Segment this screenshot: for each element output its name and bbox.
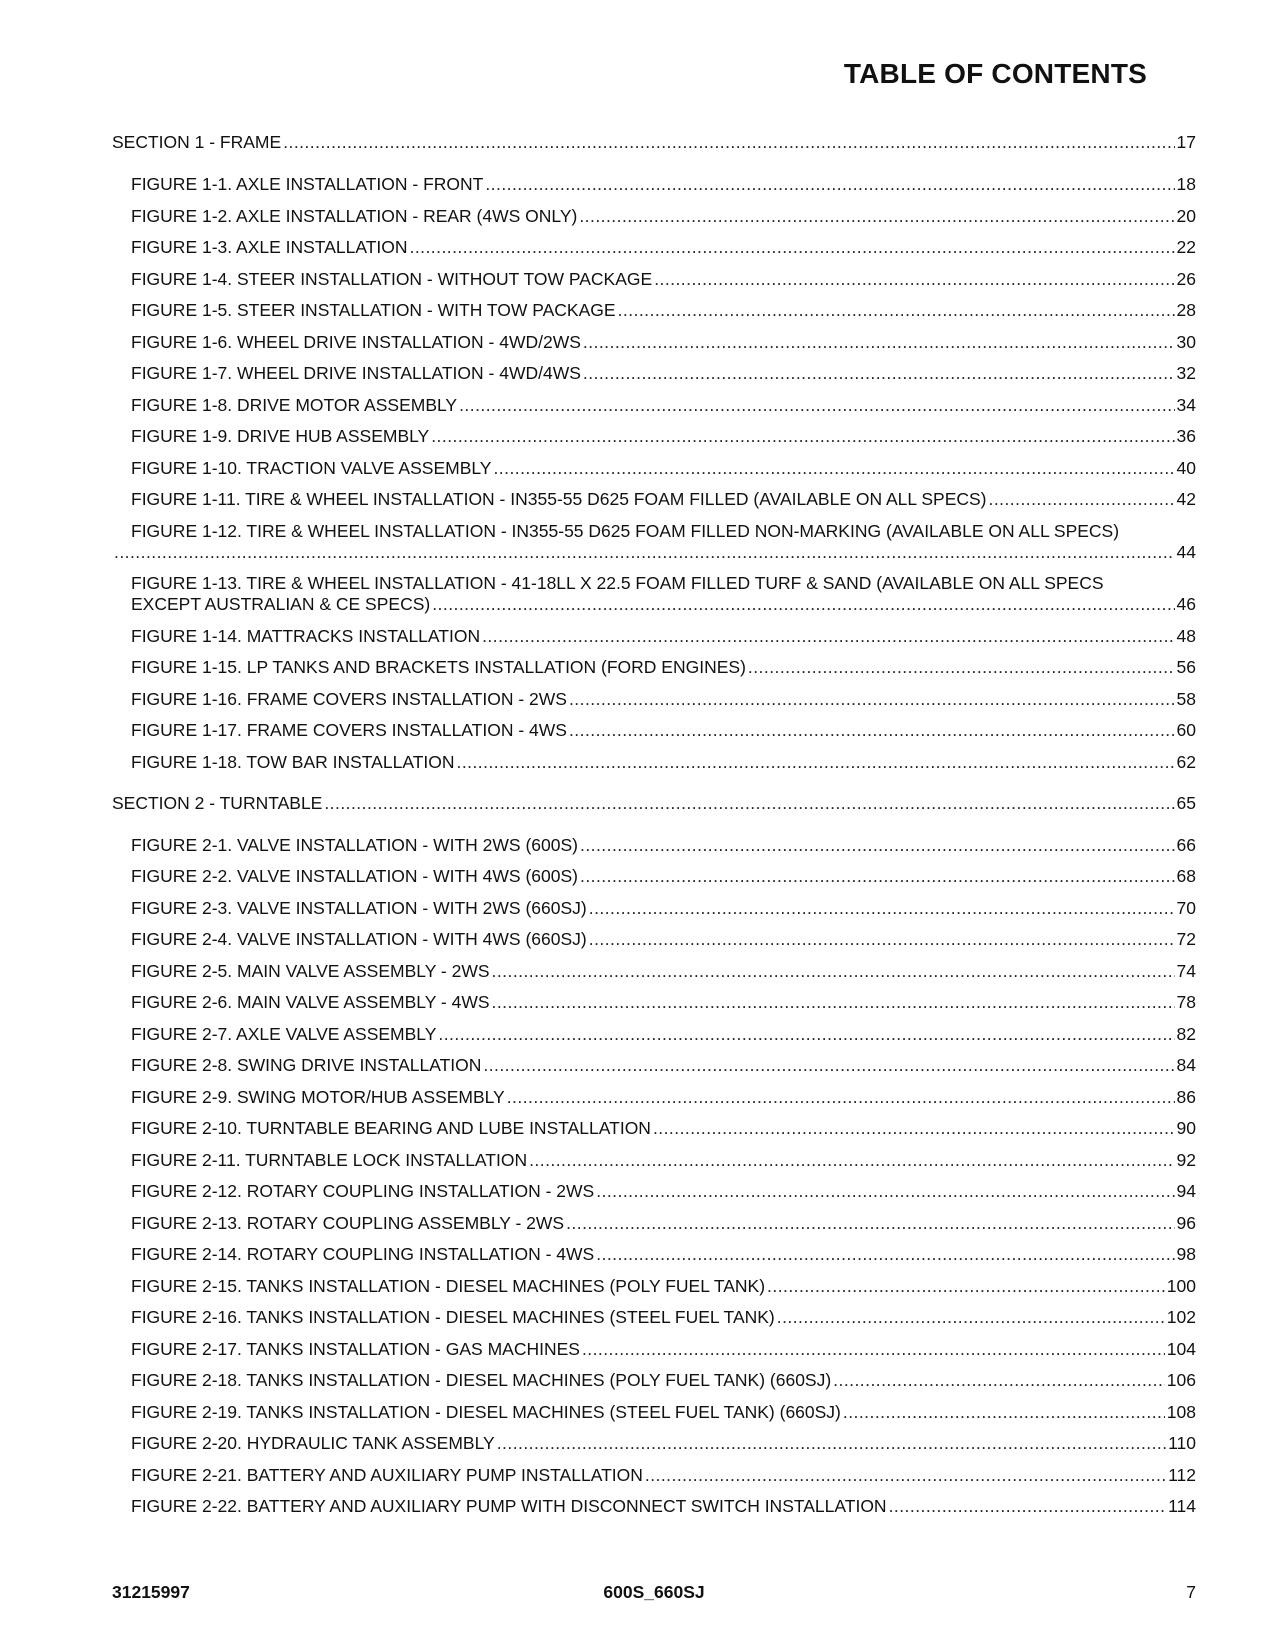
model-name: 600S_660SJ [603, 1582, 705, 1602]
toc-entry-page: 102 [1166, 1307, 1196, 1327]
toc-entry-label: FIGURE 1-8. DRIVE MOTOR ASSEMBLY [131, 394, 458, 415]
toc-figure-entry[interactable] [112, 835, 1196, 856]
toc-figure-entry[interactable] [112, 1181, 1196, 1202]
toc-figure-entry[interactable] [112, 395, 1196, 416]
dot-leader [579, 206, 1174, 227]
dot-leader [507, 1087, 1175, 1108]
dot-leader [438, 1024, 1174, 1045]
toc-entry-label: FIGURE 2-8. SWING DRIVE INSTALLATION [131, 1055, 482, 1075]
toc-entry-page: 36 [1176, 426, 1196, 446]
toc-entry-label: FIGURE 1-6. WHEEL DRIVE INSTALLATION - 4WD/2WS [131, 331, 581, 352]
toc-entry-page: 82 [1176, 1023, 1196, 1044]
toc-entry-label: FIGURE 1-10. TRACTION VALVE ASSEMBLY [131, 457, 492, 478]
toc-entry-label: FIGURE 1-13. TIRE & WHEEL INSTALLATION - 41-18LL X 22.5 FOAM FILLED TURF & SAND (AVAILABLE ON ALL SPECS [131, 573, 1104, 593]
toc-figure-entry[interactable] [112, 992, 1196, 1013]
dot-leader [492, 992, 1175, 1013]
toc-entry-page: 78 [1176, 992, 1196, 1012]
page-number: 7 [1186, 1582, 1196, 1602]
toc-entry-page: 44 [1176, 541, 1196, 562]
toc-figure-entry[interactable] [112, 1276, 1196, 1297]
dot-leader [596, 1244, 1174, 1265]
toc-entry-label: SECTION 2 - TURNTABLE [112, 792, 323, 813]
toc-entry-label: FIGURE 2-3. VALVE INSTALLATION - WITH 2WS (660SJ) [131, 897, 587, 918]
toc-entry-page: 46 [1176, 594, 1196, 614]
toc-entry-label: FIGURE 2-2. VALVE INSTALLATION - WITH 4WS (600S) [131, 866, 578, 886]
dot-leader [431, 426, 1174, 447]
toc-entry-page: 98 [1176, 1244, 1196, 1264]
dot-leader [566, 1213, 1174, 1234]
toc-figure-entry[interactable] [112, 269, 1196, 290]
toc-entry-page: 86 [1176, 1086, 1196, 1107]
toc-entry-label: FIGURE 1-4. STEER INSTALLATION - WITHOUT TOW PACKAGE [131, 268, 653, 289]
toc-entry-page: 100 [1166, 1275, 1196, 1296]
toc-figure-entry[interactable] [112, 1055, 1196, 1076]
dot-leader [589, 929, 1175, 950]
toc-entry-page: 108 [1166, 1401, 1196, 1422]
toc-figure-entry[interactable] [112, 174, 1196, 195]
toc-figure-entry[interactable] [112, 363, 1196, 384]
toc-entry-page: 94 [1176, 1181, 1196, 1201]
dot-leader [582, 1339, 1165, 1360]
dot-leader [324, 793, 1174, 814]
toc-entry-page: 70 [1176, 897, 1196, 918]
dot-leader [432, 594, 1174, 615]
toc-entry-label: FIGURE 1-16. FRAME COVERS INSTALLATION - 2WS [131, 688, 567, 709]
dot-leader [583, 363, 1175, 384]
dot-leader [589, 898, 1175, 919]
toc-entry-page: 92 [1176, 1149, 1196, 1170]
dot-leader [767, 1276, 1165, 1297]
dot-leader [843, 1402, 1165, 1423]
toc-figure-entry[interactable] [112, 1465, 1196, 1486]
toc-entry-label: FIGURE 1-9. DRIVE HUB ASSEMBLY [131, 426, 430, 446]
toc-figure-entry[interactable] [112, 1496, 1196, 1517]
toc-entry-page: 56 [1176, 657, 1196, 677]
toc-entry-page: 74 [1176, 960, 1196, 981]
toc-entry-page: 28 [1176, 300, 1196, 320]
toc-entry-page: 72 [1176, 929, 1196, 949]
dot-leader [459, 395, 1174, 416]
toc-figure-entry[interactable] [112, 720, 1196, 741]
toc-entry-label: FIGURE 2-12. ROTARY COUPLING INSTALLATION - 2WS [131, 1181, 595, 1201]
toc-entry-label: FIGURE 1-15. LP TANKS AND BRACKETS INSTALLATION (FORD ENGINES) [131, 657, 746, 677]
toc-figure-entry[interactable] [112, 752, 1196, 773]
toc-entry-label: FIGURE 2-13. ROTARY COUPLING ASSEMBLY - 2WS [131, 1212, 565, 1233]
toc-figure-entry[interactable] [112, 1339, 1196, 1360]
dot-leader [580, 835, 1175, 856]
toc-entry-label: SECTION 1 - FRAME [112, 132, 282, 152]
toc-entry-page: 66 [1176, 834, 1196, 855]
toc-figure-entry[interactable] [112, 689, 1196, 710]
toc-entry-label: FIGURE 1-14. MATTRACKS INSTALLATION [131, 625, 481, 646]
toc-entry-label: FIGURE 2-19. TANKS INSTALLATION - DIESEL MACHINES (STEEL FUEL TANK) (660SJ) [131, 1401, 841, 1422]
dot-leader [777, 1307, 1165, 1328]
dot-leader [457, 752, 1175, 773]
toc-entry-page: 62 [1176, 751, 1196, 772]
dot-leader [569, 689, 1175, 710]
toc-figure-entry[interactable] [112, 426, 1196, 447]
toc-entry-page: 90 [1176, 1118, 1196, 1138]
dot-leader [580, 866, 1175, 887]
document-number: 31215997 [112, 1582, 190, 1602]
dot-leader [989, 489, 1175, 510]
table-of-contents [112, 132, 1196, 1537]
toc-entry-label: FIGURE 2-6. MAIN VALVE ASSEMBLY - 4WS [131, 992, 490, 1012]
toc-entry-label: FIGURE 1-3. AXLE INSTALLATION [131, 237, 408, 257]
toc-entry-continuation[interactable] [112, 542, 1196, 563]
toc-entry-page: 18 [1176, 174, 1196, 194]
toc-entry-label: FIGURE 2-14. ROTARY COUPLING INSTALLATION - 4WS [131, 1244, 595, 1264]
toc-entry-page: 17 [1176, 132, 1196, 152]
dot-leader [493, 458, 1174, 479]
toc-figure-entry[interactable] [112, 300, 1196, 321]
toc-entry-label: FIGURE 1-17. FRAME COVERS INSTALLATION - 4WS [131, 720, 567, 740]
toc-entry-page: 40 [1176, 457, 1196, 478]
toc-entry-page: 65 [1176, 792, 1196, 813]
toc-entry-page: 20 [1176, 205, 1196, 226]
dot-leader [654, 269, 1174, 290]
toc-entry-page: 58 [1176, 688, 1196, 709]
dot-leader [283, 132, 1174, 153]
toc-entry-page: 110 [1168, 1433, 1196, 1453]
toc-figure-entry[interactable] [112, 961, 1196, 982]
toc-entry-label: FIGURE 1-11. TIRE & WHEEL INSTALLATION - IN355-55 D625 FOAM FILLED (AVAILABLE ON ALL SPECS) [131, 489, 987, 509]
toc-entry-label: FIGURE 2-18. TANKS INSTALLATION - DIESEL MACHINES (POLY FUEL TANK) (660SJ) [131, 1370, 832, 1390]
dot-leader [653, 1118, 1175, 1139]
toc-entry-label: FIGURE 1-1. AXLE INSTALLATION - FRONT [131, 174, 484, 194]
toc-entry-label: FIGURE 2-10. TURNTABLE BEARING AND LUBE INSTALLATION [131, 1118, 651, 1138]
toc-figure-entry[interactable] [112, 1370, 1196, 1391]
toc-entry-label: FIGURE 2-7. AXLE VALVE ASSEMBLY [131, 1023, 437, 1044]
toc-figure-entry[interactable] [112, 929, 1196, 950]
dot-leader [569, 720, 1175, 741]
toc-entry-page: 60 [1176, 720, 1196, 740]
toc-entry-page: 48 [1176, 625, 1196, 646]
toc-entry-page: 30 [1176, 331, 1196, 352]
toc-section-entry[interactable] [112, 793, 1196, 814]
toc-entry-continuation[interactable] [131, 594, 1196, 615]
dot-leader [833, 1370, 1165, 1391]
toc-entry-page: 114 [1168, 1496, 1196, 1516]
toc-figure-entry[interactable] [112, 1307, 1196, 1328]
toc-figure-entry[interactable] [112, 458, 1196, 479]
toc-figure-entry[interactable] [112, 898, 1196, 919]
toc-figure-entry[interactable] [112, 1244, 1196, 1265]
toc-entry-label: FIGURE 2-4. VALVE INSTALLATION - WITH 4WS (660SJ) [131, 929, 587, 949]
dot-leader [483, 1055, 1174, 1076]
toc-entry-page: 32 [1176, 363, 1196, 383]
dot-leader [492, 961, 1175, 982]
dot-leader [497, 1433, 1166, 1454]
toc-entry-label: EXCEPT AUSTRALIAN & CE SPECS) [131, 594, 431, 614]
toc-entry-page: 112 [1168, 1464, 1196, 1485]
toc-entry-label: FIGURE 1-18. TOW BAR INSTALLATION [131, 751, 455, 772]
toc-entry-page: 22 [1176, 237, 1196, 257]
toc-figure-entry[interactable] [112, 1118, 1196, 1139]
toc-entry-label: FIGURE 1-12. TIRE & WHEEL INSTALLATION - IN355-55 D625 FOAM FILLED NON-MARKING (AVAILABLE ON ALL SPECS) [131, 520, 1120, 541]
dot-leader [485, 174, 1174, 195]
toc-entry-page: 84 [1176, 1055, 1196, 1075]
toc-figure-entry[interactable] [112, 1150, 1196, 1171]
toc-entry-label: FIGURE 1-5. STEER INSTALLATION - WITH TOW PACKAGE [131, 300, 616, 320]
toc-entry-label: FIGURE 2-1. VALVE INSTALLATION - WITH 2WS (600S) [131, 834, 578, 855]
toc-figure-entry[interactable] [112, 1402, 1196, 1423]
dot-leader [889, 1496, 1167, 1517]
dot-leader [410, 237, 1175, 258]
toc-figure-entry[interactable] [112, 332, 1196, 353]
toc-entry-label: FIGURE 2-20. HYDRAULIC TANK ASSEMBLY [131, 1433, 495, 1453]
page-title: TABLE OF CONTENTS [843, 58, 1147, 89]
toc-entry-page: 68 [1176, 866, 1196, 886]
toc-figure-entry[interactable] [112, 1213, 1196, 1234]
toc-entry-page: 96 [1176, 1212, 1196, 1233]
toc-figure-entry[interactable] [112, 521, 1196, 563]
toc-section-entry[interactable] [112, 132, 1196, 153]
toc-entry-label: FIGURE 2-11. TURNTABLE LOCK INSTALLATION [131, 1149, 528, 1170]
dot-leader [596, 1181, 1174, 1202]
dot-leader [645, 1465, 1166, 1486]
toc-entry-label: FIGURE 2-21. BATTERY AND AUXILIARY PUMP INSTALLATION [131, 1464, 643, 1485]
dot-leader [583, 332, 1175, 353]
toc-figure-entry[interactable] [112, 489, 1196, 510]
toc-entry-label: FIGURE 2-5. MAIN VALVE ASSEMBLY - 2WS [131, 960, 490, 981]
toc-figure-entry[interactable] [112, 657, 1196, 678]
toc-figure-entry[interactable] [112, 1433, 1196, 1454]
toc-entry-label: FIGURE 2-9. SWING MOTOR/HUB ASSEMBLY [131, 1086, 505, 1107]
toc-entry-page: 42 [1176, 489, 1196, 509]
toc-figure-entry[interactable] [112, 866, 1196, 887]
dot-leader [748, 657, 1175, 678]
dot-leader [114, 542, 1175, 563]
toc-figure-entry[interactable] [112, 626, 1196, 647]
toc-entry-page: 104 [1166, 1338, 1196, 1359]
toc-entry-label: FIGURE 1-2. AXLE INSTALLATION - REAR (4WS ONLY) [131, 205, 578, 226]
toc-entry-page: 34 [1176, 394, 1196, 415]
dot-leader [482, 626, 1174, 647]
toc-entry-page: 26 [1176, 268, 1196, 289]
dot-leader [529, 1150, 1174, 1171]
toc-entry-label: FIGURE 2-22. BATTERY AND AUXILIARY PUMP WITH DISCONNECT SWITCH INSTALLATION [131, 1496, 887, 1516]
toc-figure-entry[interactable] [112, 1087, 1196, 1108]
toc-figure-entry[interactable] [112, 1024, 1196, 1045]
toc-entry-label: FIGURE 2-16. TANKS INSTALLATION - DIESEL MACHINES (STEEL FUEL TANK) [131, 1307, 775, 1327]
toc-entry-page: 106 [1166, 1370, 1196, 1390]
toc-figure-entry[interactable] [112, 206, 1196, 227]
toc-entry-label: FIGURE 2-17. TANKS INSTALLATION - GAS MACHINES [131, 1338, 580, 1359]
dot-leader [618, 300, 1175, 321]
toc-entry-label: FIGURE 2-15. TANKS INSTALLATION - DIESEL MACHINES (POLY FUEL TANK) [131, 1275, 766, 1296]
toc-entry-label: FIGURE 1-7. WHEEL DRIVE INSTALLATION - 4WD/4WS [131, 363, 581, 383]
toc-figure-entry[interactable] [112, 237, 1196, 258]
toc-figure-entry[interactable] [112, 573, 1196, 615]
